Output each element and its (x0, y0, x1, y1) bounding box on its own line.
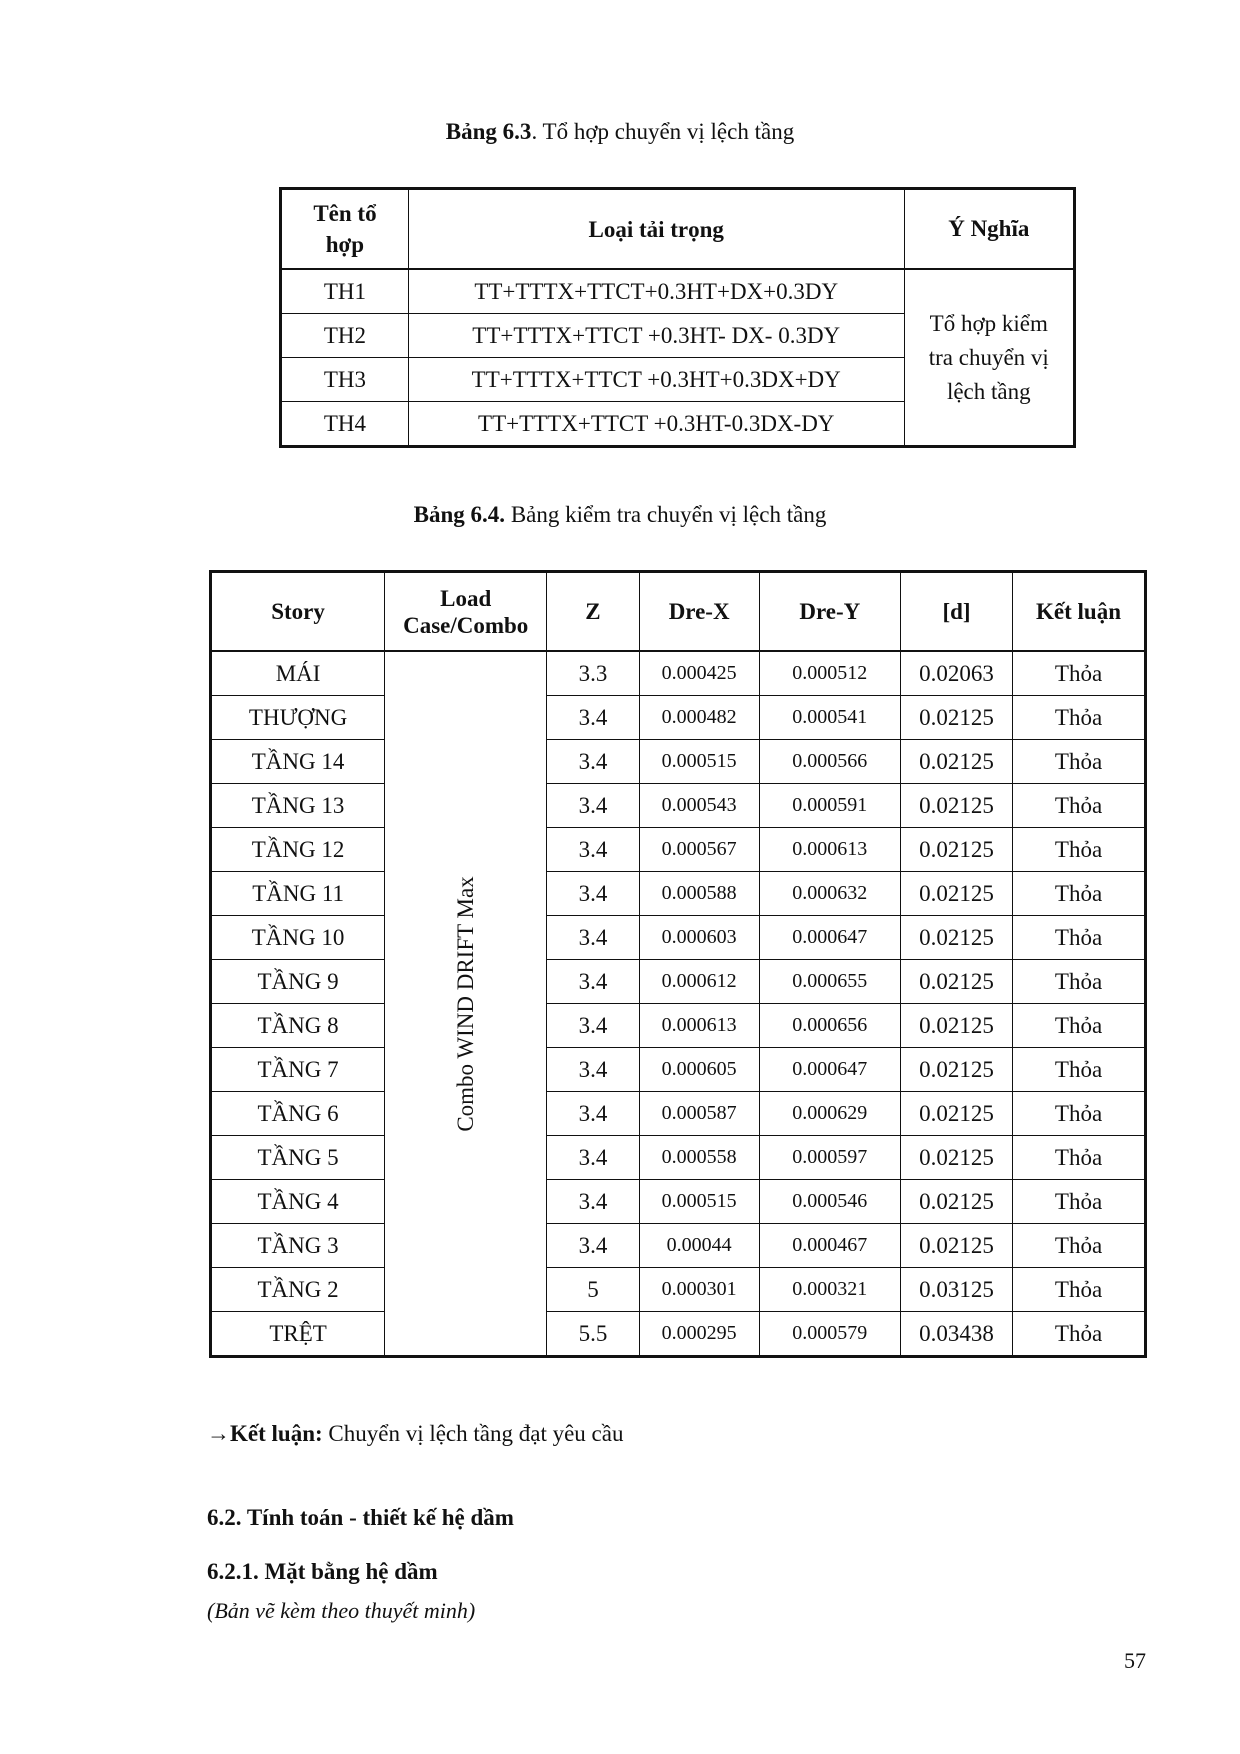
meaning-line2: tra chuyển vị (928, 344, 1049, 370)
table-row (211, 1136, 1146, 1180)
d-value: 0.02063 (900, 651, 1012, 696)
meaning-line3: lệch tầng (946, 378, 1031, 404)
d-value: 0.02125 (900, 960, 1012, 1004)
table64-caption-text: Bảng kiểm tra chuyển vị lệch tầng (505, 502, 827, 527)
d-value: 0.02125 (900, 872, 1012, 916)
d-value: 0.02125 (900, 916, 1012, 960)
z-value: 5 (547, 1268, 639, 1312)
dre-x-value: 0.000425 (639, 651, 759, 696)
table-row (211, 1180, 1146, 1224)
result-value: Thỏa (1013, 872, 1146, 916)
arrow-icon: → (207, 1421, 230, 1446)
combo-name: TH1 (281, 269, 409, 314)
load-combo-cell (385, 651, 547, 1357)
z-value: 3.4 (547, 916, 639, 960)
combo-name: TH2 (281, 314, 409, 358)
table64-caption (0, 502, 1240, 528)
z-value: 3.4 (547, 784, 639, 828)
header-load-case (385, 572, 547, 652)
header-story: Story (211, 572, 385, 652)
combo-load: TT+TTTX+TTCT +0.3HT+0.3DX+DY (408, 358, 904, 402)
table-row (211, 916, 1146, 960)
meaning-line1: Tổ hợp kiểm (929, 310, 1048, 336)
story-name: TẦNG 13 (211, 784, 385, 828)
result-value: Thỏa (1013, 960, 1146, 1004)
table64-caption-label: Bảng 6.4. (413, 502, 506, 527)
table-row (211, 1048, 1146, 1092)
z-value: 3.4 (547, 872, 639, 916)
header-d: [d] (900, 572, 1012, 652)
dre-y-value: 0.000579 (759, 1312, 900, 1357)
dre-y-value: 0.000656 (759, 1004, 900, 1048)
dre-y-value: 0.000613 (759, 828, 900, 872)
table-row (211, 784, 1146, 828)
conclusion-line (207, 1421, 623, 1447)
dre-x-value: 0.000558 (639, 1136, 759, 1180)
table-row (211, 828, 1146, 872)
dre-y-value: 0.000597 (759, 1136, 900, 1180)
subsection-heading: 6.2.1. Mặt bằng hệ dầm (207, 1559, 438, 1584)
dre-y-value: 0.000467 (759, 1224, 900, 1268)
header-name-line1: Tên tổ (313, 201, 377, 226)
result-value: Thỏa (1013, 828, 1146, 872)
combo-name: TH4 (281, 402, 409, 447)
story-name: TẦNG 9 (211, 960, 385, 1004)
load-combo-label: Combo WIND DRIFT Max (452, 875, 478, 1132)
story-name: TẦNG 12 (211, 828, 385, 872)
result-value: Thỏa (1013, 1048, 1146, 1092)
story-name: TẦNG 7 (211, 1048, 385, 1092)
d-value: 0.02125 (900, 740, 1012, 784)
story-name: TẦNG 8 (211, 1004, 385, 1048)
header-dre-y: Dre-Y (759, 572, 900, 652)
story-name: TRỆT (211, 1312, 385, 1357)
story-name: TẦNG 2 (211, 1268, 385, 1312)
header-z: Z (547, 572, 639, 652)
dre-y-value: 0.000512 (759, 651, 900, 696)
dre-x-value: 0.000301 (639, 1268, 759, 1312)
table63-caption-text: . Tổ hợp chuyển vị lệch tầng (531, 119, 795, 144)
table-row (211, 872, 1146, 916)
story-name: TẦNG 3 (211, 1224, 385, 1268)
table63-caption (0, 119, 1240, 145)
dre-x-value: 0.000543 (639, 784, 759, 828)
d-value: 0.02125 (900, 1224, 1012, 1268)
result-value: Thỏa (1013, 1180, 1146, 1224)
table-row (281, 269, 1075, 314)
table63-header-row (281, 189, 1075, 270)
table-row (211, 1312, 1146, 1357)
z-value: 5.5 (547, 1312, 639, 1357)
result-value: Thỏa (1013, 651, 1146, 696)
dre-y-value: 0.000647 (759, 916, 900, 960)
dre-x-value: 0.000567 (639, 828, 759, 872)
table63-header-load: Loại tải trọng (408, 189, 904, 270)
result-value: Thỏa (1013, 740, 1146, 784)
drawing-note: (Bản vẽ kèm theo thuyết minh) (207, 1598, 476, 1623)
dre-y-value: 0.000546 (759, 1180, 900, 1224)
dre-x-value: 0.000603 (639, 916, 759, 960)
d-value: 0.03125 (900, 1268, 1012, 1312)
story-name: MÁI (211, 651, 385, 696)
d-value: 0.02125 (900, 1136, 1012, 1180)
dre-y-value: 0.000541 (759, 696, 900, 740)
d-value: 0.02125 (900, 1048, 1012, 1092)
result-value: Thỏa (1013, 1224, 1146, 1268)
z-value: 3.4 (547, 1048, 639, 1092)
story-name: TẦNG 14 (211, 740, 385, 784)
combo-load: TT+TTTX+TTCT+0.3HT+DX+0.3DY (408, 269, 904, 314)
dre-x-value: 0.000588 (639, 872, 759, 916)
section-heading: 6.2. Tính toán - thiết kế hệ dầm (207, 1505, 514, 1530)
dre-x-value: 0.000515 (639, 740, 759, 784)
z-value: 3.4 (547, 740, 639, 784)
header-conclusion: Kết luận (1013, 572, 1146, 652)
z-value: 3.4 (547, 696, 639, 740)
dre-y-value: 0.000629 (759, 1092, 900, 1136)
header-load-line1: Load (440, 585, 492, 611)
result-value: Thỏa (1013, 696, 1146, 740)
story-name: THƯỢNG (211, 696, 385, 740)
dre-y-value: 0.000655 (759, 960, 900, 1004)
z-value: 3.4 (547, 960, 639, 1004)
combo-name: TH3 (281, 358, 409, 402)
table-row (211, 740, 1146, 784)
page-number: 57 (1124, 1648, 1146, 1673)
conclusion-label: Kết luận: (230, 1421, 323, 1446)
table-row (211, 1268, 1146, 1312)
d-value: 0.02125 (900, 1004, 1012, 1048)
dre-y-value: 0.000632 (759, 872, 900, 916)
dre-x-value: 0.000482 (639, 696, 759, 740)
result-value: Thỏa (1013, 916, 1146, 960)
table64 (209, 570, 1147, 1358)
result-value: Thỏa (1013, 784, 1146, 828)
z-value: 3.4 (547, 1224, 639, 1268)
table-row (211, 696, 1146, 740)
result-value: Thỏa (1013, 1136, 1146, 1180)
d-value: 0.03438 (900, 1312, 1012, 1357)
z-value: 3.4 (547, 1136, 639, 1180)
dre-y-value: 0.000591 (759, 784, 900, 828)
result-value: Thỏa (1013, 1312, 1146, 1357)
dre-y-value: 0.000647 (759, 1048, 900, 1092)
story-name: TẦNG 11 (211, 872, 385, 916)
result-value: Thỏa (1013, 1268, 1146, 1312)
table63-header-meaning: Ý Nghĩa (904, 189, 1074, 270)
combo-load: TT+TTTX+TTCT +0.3HT-0.3DX-DY (408, 402, 904, 447)
dre-x-value: 0.000515 (639, 1180, 759, 1224)
z-value: 3.4 (547, 1092, 639, 1136)
table-row (211, 1004, 1146, 1048)
header-name-line2: hợp (325, 232, 365, 257)
table64-header-row (211, 572, 1146, 652)
d-value: 0.02125 (900, 784, 1012, 828)
dre-x-value: 0.000295 (639, 1312, 759, 1357)
dre-y-value: 0.000321 (759, 1268, 900, 1312)
table63-caption-label: Bảng 6.3 (445, 119, 532, 144)
table-row (211, 960, 1146, 1004)
combo-load: TT+TTTX+TTCT +0.3HT- DX- 0.3DY (408, 314, 904, 358)
table63-header-name (281, 189, 409, 270)
table-row (211, 1092, 1146, 1136)
dre-y-value: 0.000566 (759, 740, 900, 784)
z-value: 3.4 (547, 828, 639, 872)
table-row (211, 651, 1146, 696)
header-dre-x: Dre-X (639, 572, 759, 652)
story-name: TẦNG 10 (211, 916, 385, 960)
header-load-line2: Case/Combo (403, 612, 529, 638)
dre-x-value: 0.000587 (639, 1092, 759, 1136)
story-name: TẦNG 4 (211, 1180, 385, 1224)
dre-x-value: 0.000605 (639, 1048, 759, 1092)
d-value: 0.02125 (900, 1092, 1012, 1136)
result-value: Thỏa (1013, 1092, 1146, 1136)
dre-x-value: 0.00044 (639, 1224, 759, 1268)
dre-x-value: 0.000612 (639, 960, 759, 1004)
d-value: 0.02125 (900, 1180, 1012, 1224)
z-value: 3.3 (547, 651, 639, 696)
story-name: TẦNG 5 (211, 1136, 385, 1180)
story-name: TẦNG 6 (211, 1092, 385, 1136)
table-row (211, 1224, 1146, 1268)
dre-x-value: 0.000613 (639, 1004, 759, 1048)
result-value: Thỏa (1013, 1004, 1146, 1048)
z-value: 3.4 (547, 1180, 639, 1224)
d-value: 0.02125 (900, 828, 1012, 872)
combo-meaning (904, 269, 1074, 447)
table63 (279, 187, 1076, 448)
conclusion-text: Chuyển vị lệch tầng đạt yêu cầu (322, 1421, 624, 1446)
d-value: 0.02125 (900, 696, 1012, 740)
z-value: 3.4 (547, 1004, 639, 1048)
